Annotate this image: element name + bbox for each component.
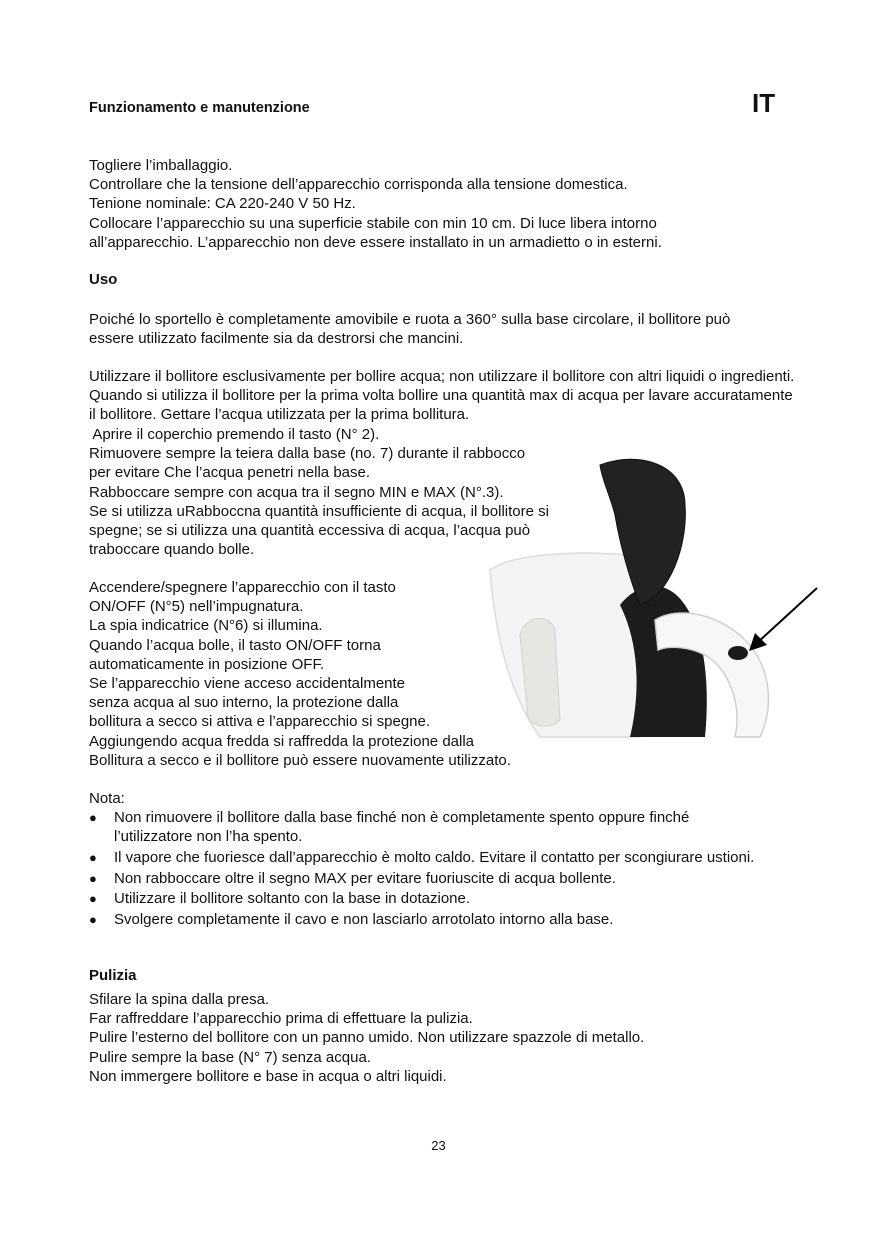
step-line: Rabboccare sempre con acqua tra il segno MIN e MAX (N°.3). xyxy=(89,483,504,501)
list-item: ● Non rabboccare oltre il segno MAX per evitare fuoriuscite di acqua bollente. xyxy=(89,869,616,887)
uso-paragraph-1: Poiché lo sportello è completamente amovibile e ruota a 360° sulla base circolare, il bollitore può essere utilizzato facilmente sia da destrorsi che mancini. xyxy=(89,311,731,348)
onoff-line: La spia indicatrice (N°6) si illumina. xyxy=(89,617,323,635)
kettle-illustration xyxy=(480,455,780,740)
pointer-arrow-icon xyxy=(745,585,820,655)
intro-block xyxy=(89,156,789,252)
step-line: Aprire il coperchio premendo il tasto (N° 2). xyxy=(89,426,380,443)
onoff-line: senza acqua al suo interno, la protezione dalla xyxy=(89,694,399,712)
list-item: ● Utilizzare il bollitore soltanto con la base in dotazione. xyxy=(89,890,471,908)
onoff-line: Bollitura a secco e il bollitore può essere nuovamente utilizzato. xyxy=(89,751,511,769)
nota-label: Nota: xyxy=(89,790,125,807)
pulizia-line: Pulire l’esterno del bollitore con un panno umido. Non utilizzare spazzole di metallo. xyxy=(89,1029,645,1047)
intro-line: Collocare l’apparecchio su una superficie stabile con min 10 cm. Di luce libera intorno all’apparecchio. L’apparecchio non deve essere installato in un armadietto o in esterni. xyxy=(89,214,662,251)
onoff-line: ON/OFF (N°5) nell’impugnatura. xyxy=(89,598,304,616)
nota-block xyxy=(89,808,769,931)
pulizia-line: Pulire sempre la base (N° 7) senza acqua. xyxy=(89,1048,371,1066)
uso-paragraph-2: Utilizzare il bollitore esclusivamente per bollire acqua; non utilizzare il bollitore con altri liquidi o ingredienti. Quando si utilizza il bollitore per la prima volta bollire una quantità max di acqua per lavare accuratamente il bollitore. Gettare l’acqua utilizzata per la prima bollitura. xyxy=(89,368,795,424)
pulizia-heading: Pulizia xyxy=(89,967,137,984)
step-line: spegne; se si utilizza una quantità eccessiva di acqua, l’acqua può xyxy=(89,522,531,540)
onoff-line: bollitura a secco si attiva e l’apparecchio si spegne. xyxy=(89,713,431,731)
onoff-line: Accendere/spegnere l’apparecchio con il tasto xyxy=(89,579,396,596)
pulizia-line: Sfilare la spina dalla presa. xyxy=(89,991,270,1008)
kettle-body xyxy=(490,553,649,737)
pulizia-line: Far raffreddare l’apparecchio prima di effettuare la pulizia. xyxy=(89,1010,473,1028)
step-line: Rimuovere sempre la teiera dalla base (no. 7) durante il rabbocco xyxy=(89,445,526,463)
pulizia-block xyxy=(89,990,799,1086)
step-line: Se si utilizza uRabboccna quantità insufficiente di acqua, il bollitore si xyxy=(89,502,549,520)
nota-list xyxy=(89,808,769,929)
intro-line: Togliere l’imballaggio. xyxy=(89,157,233,174)
language-code: IT xyxy=(752,88,776,118)
onoff-line: Quando l’acqua bolle, il tasto ON/OFF torna xyxy=(89,636,381,654)
intro-line: Controllare che la tensione dell’apparecchio corrisponda alla tensione domestica. xyxy=(89,176,628,194)
onoff-line: Aggiungendo acqua fredda si raffredda la protezione dalla xyxy=(89,732,475,750)
section-title: Funzionamento e manutenzione xyxy=(89,100,310,116)
list-item: ● Il vapore che fuoriesce dall’apparecchio è molto caldo. Evitare il contatto per scongiurare ustioni. xyxy=(89,848,755,866)
step-line: per evitare Che l’acqua penetri nella base. xyxy=(89,464,371,482)
uso-heading: Uso xyxy=(89,271,118,288)
page-number: 23 xyxy=(431,1138,446,1153)
list-item: ● Svolgere completamente il cavo e non lasciarlo arrotolato intorno alla base. xyxy=(89,911,614,929)
pulizia-line: Non immergere bollitore e base in acqua o altri liquidi. xyxy=(89,1067,447,1085)
onoff-line: Se l’apparecchio viene acceso accidentalmente xyxy=(89,675,406,693)
intro-line: Tenione nominale: CA 220-240 V 50 Hz. xyxy=(89,195,356,213)
list-item: ● Non rimuovere il bollitore dalla base finché non è completamente spento oppure finché l’utilizzatore non l’ha spento. xyxy=(89,809,690,846)
step-line: traboccare quando bolle. xyxy=(89,541,255,559)
onoff-line: automaticamente in posizione OFF. xyxy=(89,655,325,673)
